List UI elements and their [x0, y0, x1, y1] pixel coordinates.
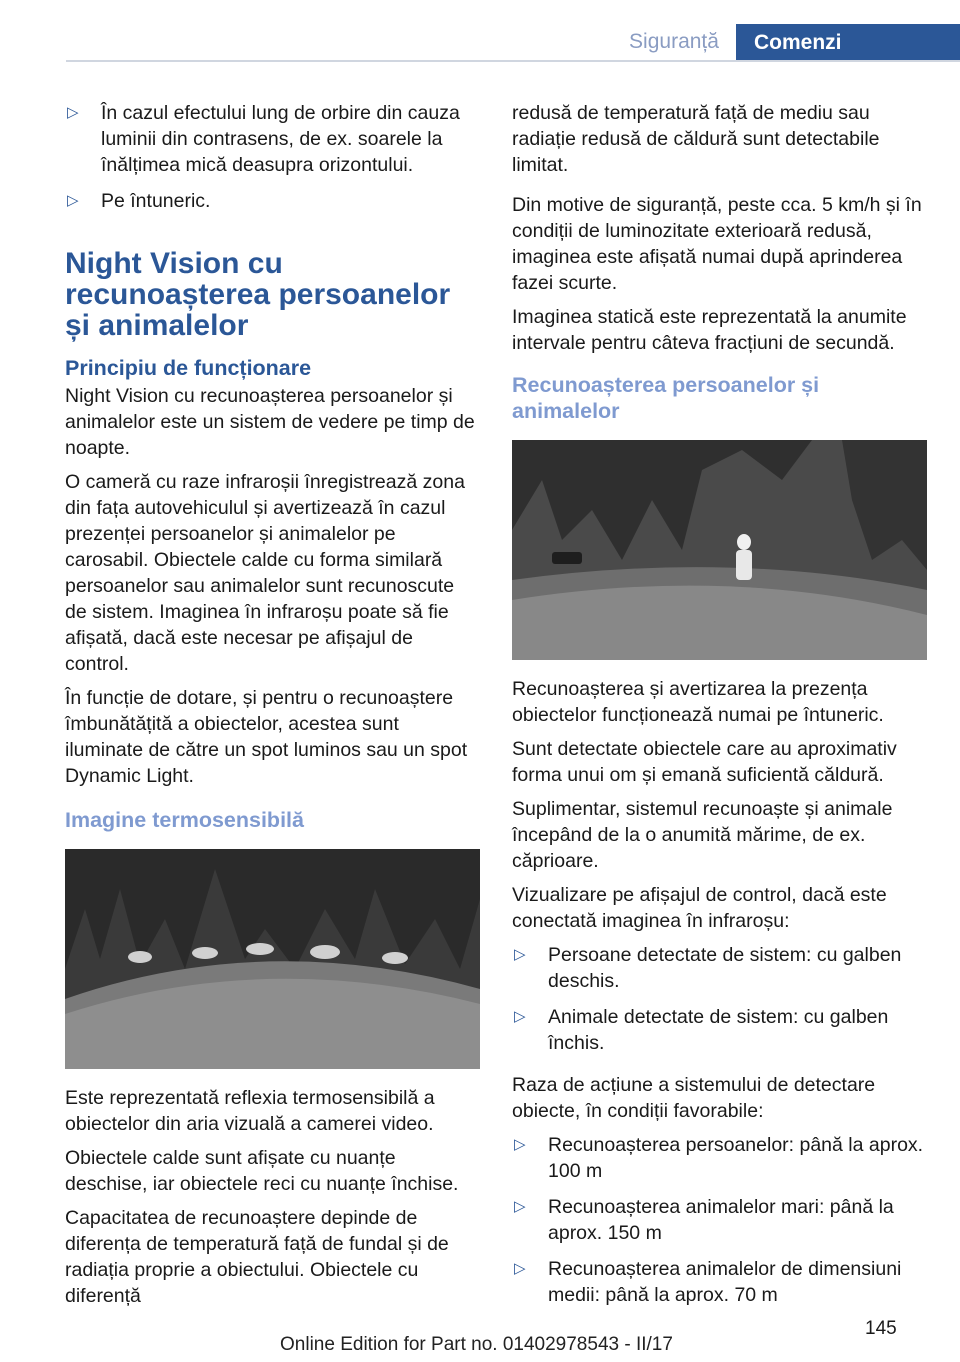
page-title: Night Vision cu recunoașterea persoanelor și animalelor: [65, 247, 451, 342]
triangle-right-icon: ▷: [514, 1260, 526, 1277]
left-column: [65, 100, 479, 1317]
thermal-image-animals: [65, 849, 480, 1069]
paragraph: Suplimentar, sistemul recunoaște și animale începând de la o anumită mărime, de ex. căprioare.: [512, 798, 893, 872]
footer-edition: Online Edition for Part no. 01402978543 - II/17: [280, 1334, 673, 1355]
triangle-right-icon: ▷: [67, 104, 79, 121]
paragraph: Capacitatea de recunoaștere depinde de diferența de temperatură față de fundal și de radiația proprie a obiectului. Obiectele cu diferență: [65, 1207, 449, 1307]
section-heading: Recunoașterea persoanelor și animalelor: [512, 373, 820, 423]
header-divider: [66, 60, 960, 62]
paragraph: O cameră cu raze infraroșii înregistrează zona din fața autovehiculul și avertizează în cazul prezenței persoanelor și animalelor pe carosabil. Obiectele calde cu forma similară persoanelor sau animalelor sunt recunoscute de sistem. Imaginea în infraroșu poate să fie afișată, dacă este necesar pe afișajul de control.: [65, 471, 465, 675]
thermal-image-pedestrian: [512, 440, 927, 660]
list-item: ▷ Persoane detectate de sistem: cu galben deschis.: [514, 944, 902, 992]
paragraph: Din motive de siguranță, peste cca. 5 km/h și în condiții de luminozitate exterioară redusă, imaginea este afișată numai după aprinderea fazei scurte.: [512, 194, 922, 294]
tab-comenzi[interactable]: Comenzi: [736, 24, 960, 62]
triangle-right-icon: ▷: [514, 1008, 526, 1025]
paragraph: Night Vision cu recunoașterea persoanelor și animalelor este un sistem de vedere pe timp de noapte.: [65, 385, 475, 459]
triangle-right-icon: ▷: [67, 192, 79, 209]
tab-siguranta[interactable]: Siguranță: [629, 30, 719, 53]
page-number: 145: [865, 1318, 897, 1339]
list-item: ▷ Animale detectate de sistem: cu galben închis.: [514, 1006, 889, 1054]
paragraph: În funcție de dotare, și pentru o recunoaștere îmbunătățită a obiectelor, acestea sunt iluminate de către un spot luminos sau un spot Dynamic Light.: [65, 687, 468, 787]
list-item: ▷ Recunoașterea animalelor de dimensiuni medii: până la aprox. 70 m: [514, 1258, 902, 1306]
triangle-right-icon: ▷: [514, 1198, 526, 1215]
triangle-right-icon: ▷: [514, 946, 526, 963]
paragraph: Vizualizare pe afișajul de control, dacă este conectată imaginea în infraroșu:: [512, 884, 887, 932]
paragraph: Imaginea statică este reprezentată la anumite intervale pentru câteva fracțiuni de secundă.: [512, 306, 907, 354]
right-column: [512, 100, 926, 1318]
paragraph: Raza de acțiune a sistemului de detectare obiecte, în condiții favorabile:: [512, 1074, 876, 1122]
paragraph: Este reprezentată reflexia termosensibilă a obiectelor din aria vizuală a camerei video.: [65, 1087, 435, 1135]
triangle-right-icon: ▷: [514, 1136, 526, 1153]
list-item: ▷ Recunoașterea persoanelor: până la aprox. 100 m: [514, 1134, 924, 1182]
paragraph: redusă de temperatură față de mediu sau radiație redusă de căldură sunt detectabile limitat.: [512, 102, 880, 176]
paragraph: Recunoașterea și avertizarea la prezența obiectelor funcționează numai pe întuneric.: [512, 678, 884, 726]
list-item: ▷ Recunoașterea animalelor mari: până la aprox. 150 m: [514, 1196, 894, 1244]
paragraph: Sunt detectate obiectele care au aproximativ forma unui om și emană suficientă căldură.: [512, 738, 897, 786]
list-item: ▷ Pe întuneric.: [67, 190, 211, 212]
list-item: ▷ În cazul efectului lung de orbire din cauza luminii din contrasens, de ex. soarele la înălțimea mică deasupra orizontului.: [67, 102, 460, 176]
subsection-heading: Principiu de funcționare: [65, 356, 312, 380]
section-heading: Imagine termosensibilă: [65, 808, 304, 832]
paragraph: Obiectele calde sunt afișate cu nuanțe deschise, iar obiectele reci cu nuanțe închise.: [65, 1147, 459, 1195]
